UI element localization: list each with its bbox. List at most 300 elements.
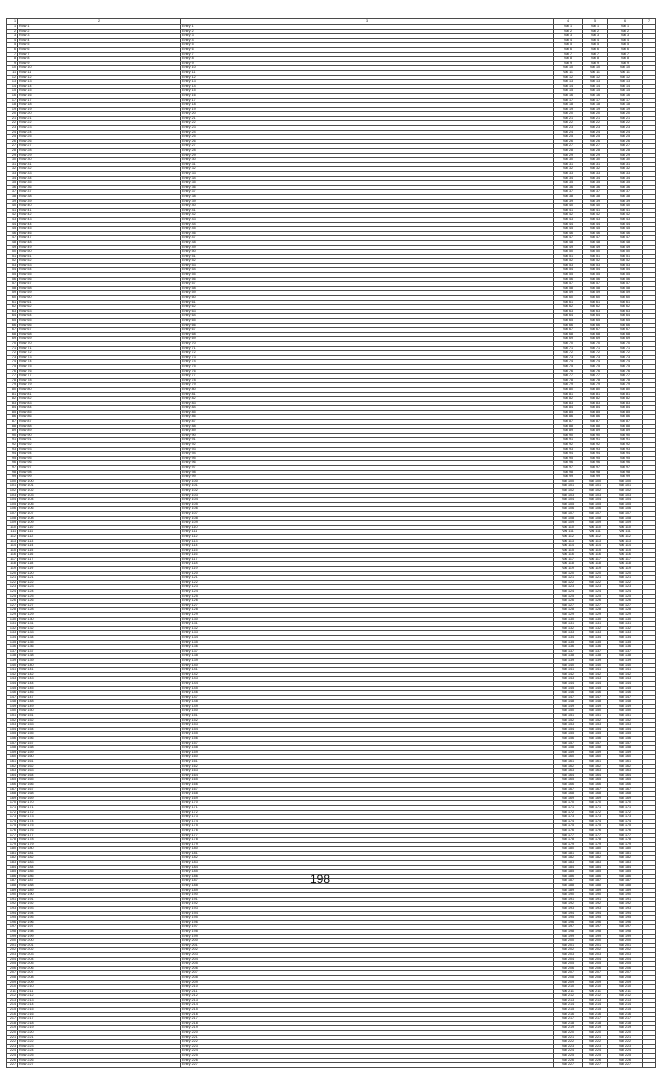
row-value-6: Val 102 (608, 488, 643, 493)
row-value-6: Val 12 (608, 75, 643, 80)
row-value-4: Val 193 (554, 907, 583, 912)
row-value-6: Val 211 (608, 989, 643, 994)
row-value-5: Val 170 (583, 801, 608, 806)
row-value-5: Val 121 (583, 576, 608, 581)
row-number: 143 (7, 677, 18, 682)
row-number: 220 (7, 1031, 18, 1036)
row-value-6: Val 53 (608, 263, 643, 268)
row-value-4: Val 59 (554, 291, 583, 296)
row-value-4: Val 96 (554, 461, 583, 466)
row-number: 146 (7, 691, 18, 696)
row-value-6: Val 148 (608, 700, 643, 705)
row-label: Row 20 (18, 112, 181, 117)
row-value-4: Val 21 (554, 116, 583, 121)
row-value-4: Val 208 (554, 975, 583, 980)
row-number: 216 (7, 1012, 18, 1017)
row-entry: Entry 175 (181, 824, 554, 829)
row-label: Row 152 (18, 718, 181, 723)
row-value-5: Val 166 (583, 782, 608, 787)
row-number: 45 (7, 227, 18, 232)
row-value-4: Val 2 (554, 29, 583, 34)
row-number: 161 (7, 760, 18, 765)
row-value-6: Val 15 (608, 89, 643, 94)
row-value-6: Val 193 (608, 907, 643, 912)
row-number: 56 (7, 277, 18, 282)
row-value-6: Val 195 (608, 916, 643, 921)
row-label: Row 30 (18, 158, 181, 163)
row-value-5: Val 176 (583, 828, 608, 833)
row-value-6: Val 129 (608, 613, 643, 618)
row-entry: Entry 19 (181, 107, 554, 112)
row-label: Row 144 (18, 681, 181, 686)
row-entry: Entry 182 (181, 856, 554, 861)
row-number: 7 (7, 52, 18, 57)
row-value-5: Val 96 (583, 461, 608, 466)
row-number: 99 (7, 475, 18, 480)
row-value-6: Val 22 (608, 121, 643, 126)
row-number: 85 (7, 410, 18, 415)
row-label: Row 37 (18, 190, 181, 195)
row-value-5: Val 13 (583, 80, 608, 85)
row-number: 175 (7, 824, 18, 829)
row-entry: Entry 133 (181, 631, 554, 636)
row-value-5: Val 7 (583, 52, 608, 57)
row-number: 80 (7, 387, 18, 392)
row-entry: Entry 89 (181, 429, 554, 434)
row-number: 75 (7, 364, 18, 369)
row-value-4: Val 104 (554, 498, 583, 503)
row-value-6: Val 200 (608, 939, 643, 944)
row-value-4: Val 49 (554, 245, 583, 250)
row-entry: Entry 28 (181, 149, 554, 154)
row-label: Row 2 (18, 29, 181, 34)
row-value-6: Val 184 (608, 865, 643, 870)
row-value-4: Val 79 (554, 383, 583, 388)
row-value-4: Val 36 (554, 185, 583, 190)
row-value-5: Val 11 (583, 70, 608, 75)
row-entry: Entry 97 (181, 466, 554, 471)
row-label: Row 179 (18, 842, 181, 847)
row-label: Row 75 (18, 364, 181, 369)
row-value-5: Val 80 (583, 387, 608, 392)
row-label: Row 84 (18, 406, 181, 411)
row-value-6: Val 83 (608, 401, 643, 406)
row-entry: Entry 9 (181, 61, 554, 66)
row-number: 196 (7, 920, 18, 925)
row-value-5: Val 93 (583, 447, 608, 452)
row-number: 132 (7, 626, 18, 631)
row-entry: Entry 135 (181, 640, 554, 645)
row-entry: Entry 139 (181, 658, 554, 663)
row-value-6: Val 103 (608, 493, 643, 498)
row-label: Row 27 (18, 144, 181, 149)
row-value-6: Val 86 (608, 415, 643, 420)
row-value-5: Val 62 (583, 305, 608, 310)
row-number: 172 (7, 810, 18, 815)
row-value-6: Val 47 (608, 236, 643, 241)
row-label: Row 42 (18, 213, 181, 218)
row-value-4: Val 24 (554, 130, 583, 135)
row-label: Row 101 (18, 484, 181, 489)
row-number: 69 (7, 337, 18, 342)
row-value-5: Val 136 (583, 645, 608, 650)
row-value-5: Val 167 (583, 787, 608, 792)
row-label: Row 89 (18, 429, 181, 434)
row-value-6: Val 74 (608, 360, 643, 365)
row-number: 104 (7, 498, 18, 503)
row-value-6: Val 78 (608, 378, 643, 383)
row-label: Row 208 (18, 975, 181, 980)
row-label: Row 125 (18, 594, 181, 599)
row-label: Row 186 (18, 874, 181, 879)
row-value-4: Val 223 (554, 1044, 583, 1049)
row-value-4: Val 182 (554, 856, 583, 861)
row-value-4: Val 89 (554, 429, 583, 434)
row-entry: Entry 199 (181, 934, 554, 939)
row-label: Row 118 (18, 562, 181, 567)
row-number: 151 (7, 714, 18, 719)
row-value-4: Val 155 (554, 732, 583, 737)
row-value-6: Val 190 (608, 893, 643, 898)
row-value-6: Val 174 (608, 819, 643, 824)
row-value-6: Val 164 (608, 773, 643, 778)
row-label: Row 215 (18, 1008, 181, 1013)
row-value-4: Val 137 (554, 649, 583, 654)
row-value-4: Val 124 (554, 590, 583, 595)
row-number: 2 (7, 29, 18, 34)
row-value-5: Val 181 (583, 851, 608, 856)
row-entry: Entry 34 (181, 176, 554, 181)
row-value-5: Val 99 (583, 475, 608, 480)
row-number: 148 (7, 700, 18, 705)
row-label: Row 124 (18, 590, 181, 595)
row-label: Row 4 (18, 38, 181, 43)
row-number: 152 (7, 718, 18, 723)
row-value-5: Val 168 (583, 792, 608, 797)
row-entry: Entry 69 (181, 337, 554, 342)
row-value-4: Val 123 (554, 585, 583, 590)
row-value-4: Val 144 (554, 681, 583, 686)
row-number: 3 (7, 34, 18, 39)
row-number: 98 (7, 470, 18, 475)
row-value-6: Val 51 (608, 254, 643, 259)
row-value-5: Val 124 (583, 590, 608, 595)
row-number: 50 (7, 250, 18, 255)
row-entry: Entry 8 (181, 57, 554, 62)
row-number: 96 (7, 461, 18, 466)
row-number: 157 (7, 741, 18, 746)
row-value-5: Val 138 (583, 654, 608, 659)
row-entry: Entry 106 (181, 507, 554, 512)
row-number: 44 (7, 222, 18, 227)
row-entry: Entry 143 (181, 677, 554, 682)
row-value-4: Val 31 (554, 162, 583, 167)
row-value-4: Val 217 (554, 1017, 583, 1022)
row-label: Row 1 (18, 25, 181, 30)
row-number: 62 (7, 305, 18, 310)
row-entry: Entry 91 (181, 438, 554, 443)
row-label: Row 62 (18, 305, 181, 310)
row-entry: Entry 100 (181, 479, 554, 484)
row-value-5: Val 79 (583, 383, 608, 388)
row-value-6: Val 66 (608, 323, 643, 328)
row-entry: Entry 209 (181, 980, 554, 985)
row-value-6: Val 54 (608, 268, 643, 273)
row-value-5: Val 107 (583, 511, 608, 516)
row-value-6: Val 120 (608, 571, 643, 576)
row-entry: Entry 32 (181, 167, 554, 172)
row-value-4: Val 119 (554, 567, 583, 572)
row-entry: Entry 132 (181, 626, 554, 631)
row-entry: Entry 53 (181, 263, 554, 268)
row-value-5: Val 89 (583, 429, 608, 434)
row-value-5: Val 100 (583, 479, 608, 484)
row-value-5: Val 188 (583, 884, 608, 889)
row-label: Row 159 (18, 750, 181, 755)
row-entry: Entry 159 (181, 750, 554, 755)
row-value-6: Val 42 (608, 213, 643, 218)
row-value-4: Val 145 (554, 686, 583, 691)
row-value-6: Val 10 (608, 66, 643, 71)
row-value-4: Val 114 (554, 544, 583, 549)
row-label: Row 7 (18, 52, 181, 57)
row-label: Row 69 (18, 337, 181, 342)
row-entry: Entry 1 (181, 25, 554, 30)
row-label: Row 173 (18, 815, 181, 820)
row-number: 210 (7, 985, 18, 990)
row-entry: Entry 96 (181, 461, 554, 466)
row-label: Row 40 (18, 204, 181, 209)
row-value-4: Val 113 (554, 539, 583, 544)
row-value-6: Val 2 (608, 29, 643, 34)
row-number: 28 (7, 149, 18, 154)
row-label: Row 46 (18, 231, 181, 236)
row-number: 213 (7, 998, 18, 1003)
row-value-5: Val 10 (583, 66, 608, 71)
row-label: Row 148 (18, 700, 181, 705)
row-value-5: Val 142 (583, 672, 608, 677)
header-col-2: 2 (18, 19, 181, 25)
row-value-6: Val 98 (608, 470, 643, 475)
row-number: 10 (7, 66, 18, 71)
row-value-4: Val 133 (554, 631, 583, 636)
row-value-6: Val 204 (608, 957, 643, 962)
row-value-6: Val 37 (608, 190, 643, 195)
row-entry: Entry 186 (181, 874, 554, 879)
row-label: Row 81 (18, 392, 181, 397)
row-value-6: Val 205 (608, 962, 643, 967)
row-value-5: Val 223 (583, 1044, 608, 1049)
row-value-6: Val 166 (608, 782, 643, 787)
row-value-6: Val 194 (608, 911, 643, 916)
row-value-5: Val 145 (583, 686, 608, 691)
row-value-6: Val 77 (608, 374, 643, 379)
row-value-5: Val 54 (583, 268, 608, 273)
row-entry: Entry 140 (181, 663, 554, 668)
row-number: 92 (7, 443, 18, 448)
row-number: 153 (7, 723, 18, 728)
row-label: Row 150 (18, 709, 181, 714)
row-value-5: Val 169 (583, 796, 608, 801)
row-value-6: Val 135 (608, 640, 643, 645)
row-value-4: Val 101 (554, 484, 583, 489)
row-value-4: Val 12 (554, 75, 583, 80)
row-label: Row 200 (18, 939, 181, 944)
row-value-5: Val 83 (583, 401, 608, 406)
row-value-5: Val 111 (583, 530, 608, 535)
row-entry: Entry 83 (181, 401, 554, 406)
row-number: 219 (7, 1026, 18, 1031)
row-value-6: Val 199 (608, 934, 643, 939)
row-value-6: Val 151 (608, 714, 643, 719)
table-body (7, 25, 656, 1068)
row-value-6: Val 137 (608, 649, 643, 654)
row-value-6: Val 62 (608, 305, 643, 310)
row-value-4: Val 159 (554, 750, 583, 755)
row-value-6: Val 93 (608, 447, 643, 452)
row-value-6: Val 225 (608, 1054, 643, 1059)
row-value-6: Val 122 (608, 580, 643, 585)
row-number: 11 (7, 70, 18, 75)
row-value-4: Val 163 (554, 769, 583, 774)
header-col-4: 4 (554, 19, 583, 25)
row-number: 15 (7, 89, 18, 94)
row-value-6: Val 167 (608, 787, 643, 792)
row-number: 224 (7, 1049, 18, 1054)
row-entry: Entry 167 (181, 787, 554, 792)
row-value-5: Val 196 (583, 920, 608, 925)
row-value-4: Val 55 (554, 273, 583, 278)
row-value-6: Val 64 (608, 314, 643, 319)
row-value-4: Val 30 (554, 158, 583, 163)
row-label: Row 96 (18, 461, 181, 466)
row-value-4: Val 153 (554, 723, 583, 728)
row-entry: Entry 48 (181, 240, 554, 245)
row-value-6: Val 70 (608, 341, 643, 346)
row-entry: Entry 38 (181, 194, 554, 199)
row-value-6: Val 150 (608, 709, 643, 714)
row-label: Row 45 (18, 227, 181, 232)
row-entry: Entry 121 (181, 576, 554, 581)
row-value-6: Val 132 (608, 626, 643, 631)
row-value-6: Val 153 (608, 723, 643, 728)
row-number: 77 (7, 374, 18, 379)
row-entry: Entry 60 (181, 296, 554, 301)
row-value-5: Val 180 (583, 847, 608, 852)
row-label: Row 130 (18, 617, 181, 622)
row-label: Row 50 (18, 250, 181, 255)
row-number: 118 (7, 562, 18, 567)
row-number: 154 (7, 727, 18, 732)
table-row (7, 1063, 656, 1068)
row-label: Row 59 (18, 291, 181, 296)
row-number: 9 (7, 61, 18, 66)
row-value-4: Val 140 (554, 663, 583, 668)
row-value-4: Val 164 (554, 773, 583, 778)
row-value-6: Val 112 (608, 534, 643, 539)
row-value-4: Val 187 (554, 879, 583, 884)
row-value-6: Val 67 (608, 328, 643, 333)
row-entry: Entry 76 (181, 369, 554, 374)
row-value-5: Val 212 (583, 994, 608, 999)
row-label: Row 60 (18, 296, 181, 301)
row-entry: Entry 66 (181, 323, 554, 328)
row-value-4: Val 129 (554, 613, 583, 618)
row-label: Row 182 (18, 856, 181, 861)
row-entry: Entry 58 (181, 286, 554, 291)
row-value-5: Val 203 (583, 952, 608, 957)
row-number: 58 (7, 286, 18, 291)
header-col-3: 3 (181, 19, 554, 25)
row-label: Row 201 (18, 943, 181, 948)
row-number: 133 (7, 631, 18, 636)
row-entry: Entry 208 (181, 975, 554, 980)
row-number: 51 (7, 254, 18, 259)
row-value-4: Val 186 (554, 874, 583, 879)
row-number: 192 (7, 902, 18, 907)
row-value-4: Val 206 (554, 966, 583, 971)
row-number: 185 (7, 870, 18, 875)
row-number: 134 (7, 635, 18, 640)
row-label: Row 19 (18, 107, 181, 112)
row-value-4: Val 102 (554, 488, 583, 493)
row-value-5: Val 164 (583, 773, 608, 778)
row-value-6: Val 43 (608, 217, 643, 222)
row-value-5: Val 28 (583, 149, 608, 154)
row-number: 97 (7, 466, 18, 471)
row-value-4: Val 100 (554, 479, 583, 484)
row-value-5: Val 90 (583, 433, 608, 438)
row-label: Row 52 (18, 259, 181, 264)
row-value-6: Val 109 (608, 521, 643, 526)
row-value-5: Val 115 (583, 548, 608, 553)
row-value-4: Val 209 (554, 980, 583, 985)
row-label: Row 39 (18, 199, 181, 204)
row-value-6: Val 210 (608, 985, 643, 990)
row-value-4: Val 81 (554, 392, 583, 397)
page-number: 198 (309, 872, 331, 886)
row-number: 174 (7, 819, 18, 824)
row-entry: Entry 103 (181, 493, 554, 498)
row-value-4: Val 91 (554, 438, 583, 443)
row-value-6: Val 24 (608, 130, 643, 135)
row-value-4: Val 143 (554, 677, 583, 682)
row-label: Row 21 (18, 116, 181, 121)
row-number: 36 (7, 185, 18, 190)
row-value-6: Val 119 (608, 567, 643, 572)
row-entry: Entry 187 (181, 879, 554, 884)
row-entry: Entry 114 (181, 544, 554, 549)
row-value-5: Val 55 (583, 273, 608, 278)
row-label: Row 206 (18, 966, 181, 971)
row-number: 119 (7, 567, 18, 572)
row-label: Row 202 (18, 948, 181, 953)
row-entry: Entry 92 (181, 443, 554, 448)
row-number: 1 (7, 25, 18, 30)
row-entry: Entry 226 (181, 1058, 554, 1063)
row-value-5: Val 31 (583, 162, 608, 167)
row-value-5: Val 202 (583, 948, 608, 953)
row-number: 135 (7, 640, 18, 645)
row-value-6: Val 82 (608, 397, 643, 402)
row-value-4: Val 80 (554, 387, 583, 392)
row-value-6: Val 192 (608, 902, 643, 907)
row-entry: Entry 212 (181, 994, 554, 999)
row-label: Row 198 (18, 929, 181, 934)
row-label: Row 26 (18, 139, 181, 144)
row-label: Row 140 (18, 663, 181, 668)
row-value-4: Val 28 (554, 149, 583, 154)
